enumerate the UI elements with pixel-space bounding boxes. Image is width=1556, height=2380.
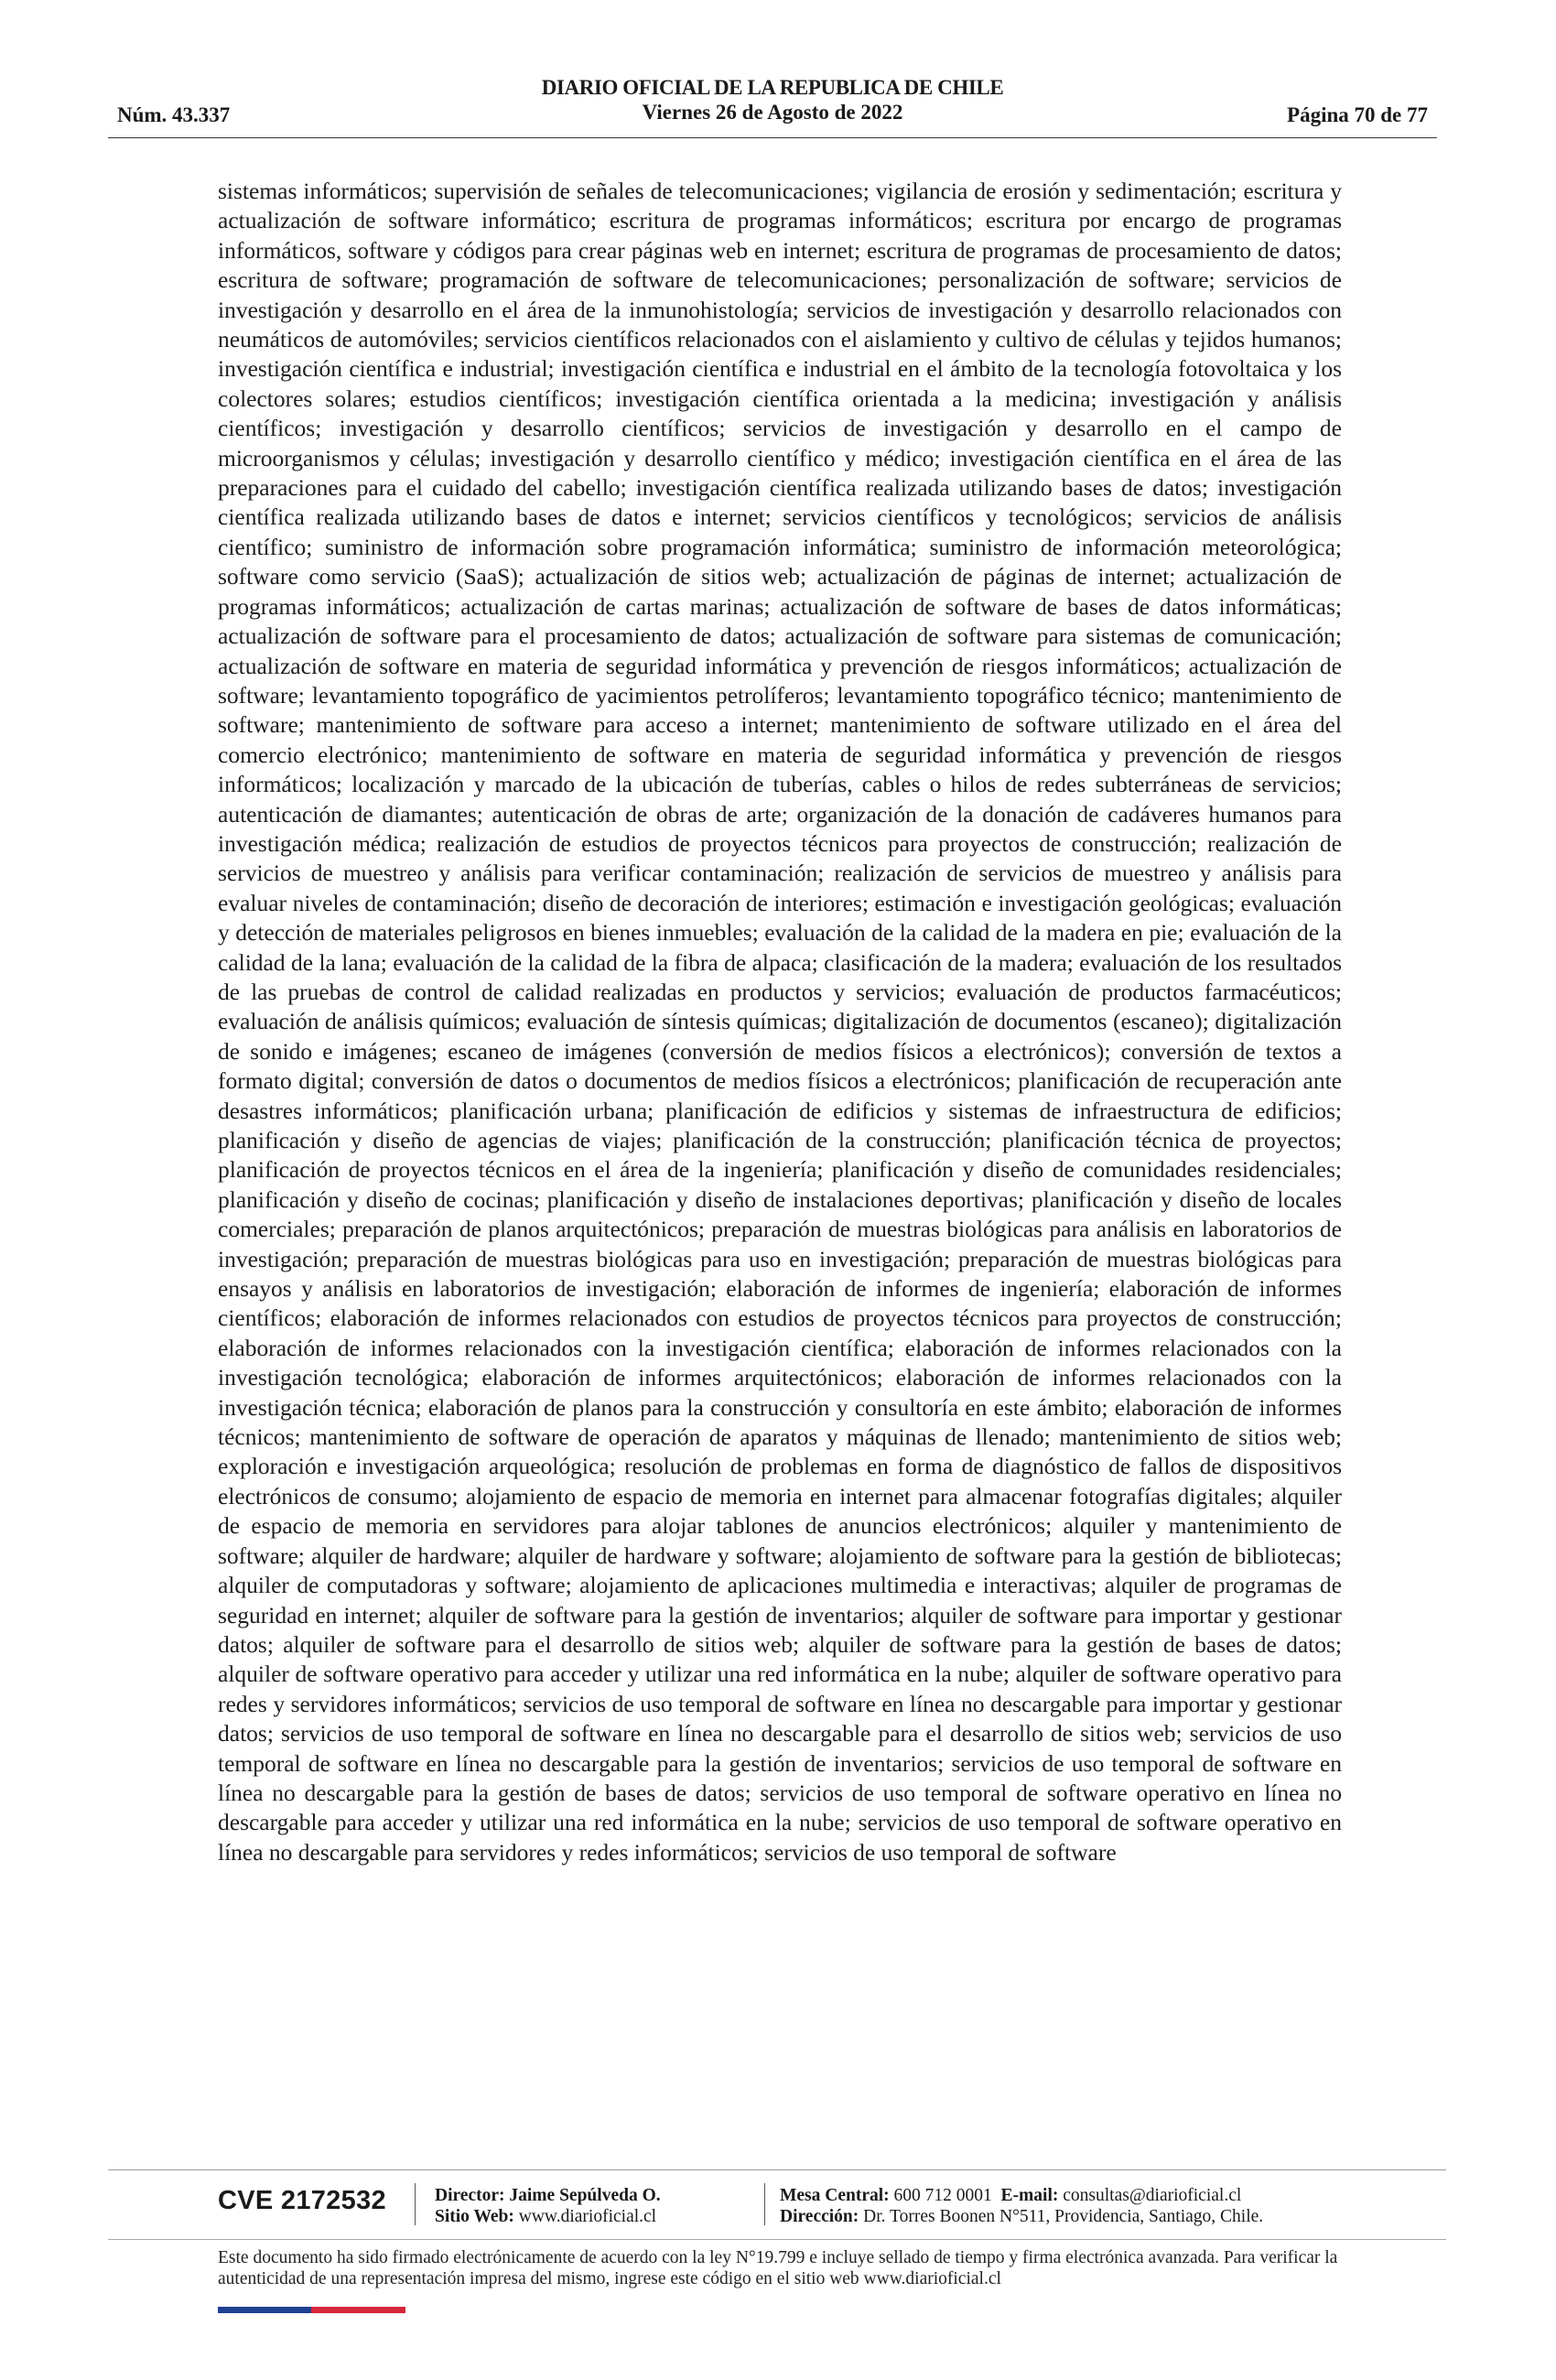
cve-code: CVE 2172532 bbox=[218, 2186, 386, 2215]
footer-contact-block bbox=[780, 2185, 1263, 2227]
address-label: Dirección: bbox=[780, 2207, 859, 2226]
footer-separator bbox=[764, 2183, 765, 2225]
site-label: Sitio Web: bbox=[435, 2207, 514, 2226]
email-label: E-mail: bbox=[1000, 2186, 1059, 2205]
flag-blue-segment bbox=[218, 2307, 311, 2313]
director-line bbox=[435, 2185, 661, 2206]
flag-red-segment bbox=[311, 2307, 405, 2313]
legal-notice: Este documento ha sido firmado electrónicamente de acuerdo con la ley N°19.799 e incluye sellado de tiempo y firma electrónica avanzada. Para verificar la autenticidad de una representación impresa del mismo, ingrese este código en el sitio web www.diarioficial.cl bbox=[218, 2248, 1338, 2288]
header-divider bbox=[108, 137, 1437, 138]
phone-label: Mesa Central: bbox=[780, 2186, 890, 2205]
footer-separator bbox=[415, 2183, 416, 2225]
director-label: Director: bbox=[435, 2186, 505, 2205]
site-line bbox=[435, 2206, 661, 2227]
footer-divider-secondary bbox=[108, 2239, 1446, 2240]
header-center bbox=[117, 75, 1428, 124]
footer-divider bbox=[108, 2169, 1446, 2170]
issue-date: Viernes 26 de Agosto de 2022 bbox=[642, 101, 903, 124]
footer-director-block bbox=[435, 2185, 661, 2227]
director-name: Jaime Sepúlveda O. bbox=[509, 2186, 661, 2205]
chile-flag-stripe bbox=[218, 2307, 405, 2313]
phone-value: 600 712 0001 bbox=[893, 2186, 992, 2205]
publication-title: DIARIO OFICIAL DE LA REPUBLICA DE CHILE bbox=[541, 76, 1004, 99]
body-text: sistemas informáticos; supervisión de señales de telecomunicaciones; vigilancia de erosión y sedimentación; escritura y actualización de software informático; escritura de programas informáticos; escritura por encargo de programas informáticos, software y códigos para crear páginas web en internet; escritura de programas de procesamiento de datos; escritura de software; programación de software de telecomunicaciones; personalización de software; servicios de investigación y desarrollo en el área de la inmunohistología; servicios de investigación y desarrollo relacionados con neumáticos de automóviles; servicios científicos relacionados con el aislamiento y cultivo de células y tejidos humanos; investigación científica e industrial; investigación científica e industrial en el ámbito de la tecnología fotovoltaica y los colectores solares; estudios científicos; investigación científica orientada a la medicina; investigación y análisis científicos; investigación y desarrollo científicos; servicios de investigación y desarrollo en el campo de microorganismos y células; investigación y desarrollo científico y médico; investigación científica en el área de las preparaciones para el cuidado del cabello; investigación científica realizada utilizando bases de datos; investigación científica realizada utilizando bases de datos e internet; servicios científicos y tecnológicos; servicios de análisis científico; suministro de información sobre programación informática; suministro de información meteorológica; software como servicio (SaaS); actualización de sitios web; actualización de páginas de internet; actualización de programas informáticos; actualización de cartas marinas; actualización de software de bases de datos informáticas; actualización de software para el procesamiento de datos; actualización de software para sistemas de comunicación; actualización de software en materia de seguridad informática y prevención de riesgos informáticos; actualización de software; levantamiento topográfico de yacimientos petrolíferos; levantamiento topográfico técnico; mantenimiento de software; mantenimiento de software para acceso a internet; mantenimiento de software utilizado en el área del comercio electrónico; mantenimiento de software en materia de seguridad informática y prevención de riesgos informáticos; localización y marcado de la ubicación de tuberías, cables o hilos de redes subterráneas de servicios; autenticación de diamantes; autenticación de obras de arte; organización de la donación de cadáveres humanos para investigación médica; realización de estudios de proyectos técnicos para proyectos de construcción; realización de servicios de muestreo y análisis para verificar contaminación; realización de servicios de muestreo y análisis para evaluar niveles de contaminación; diseño de decoración de interiores; estimación e investigación geológicas; evaluación y detección de materiales peligrosos en bienes inmuebles; evaluación de la calidad de la madera en pie; evaluación de la calidad de la lana; evaluación de la calidad de la fibra de alpaca; clasificación de la madera; evaluación de los resultados de las pruebas de control de calidad realizadas en productos y servicios; evaluación de productos farmacéuticos; evaluación de análisis químicos; evaluación de síntesis químicas; digitalización de documentos (escaneo); digitalización de sonido e imágenes; escaneo de imágenes (conversión de medios físicos a electrónicos); conversión de textos a formato digital; conversión de datos o documentos de medios físicos a electrónicos; planificación de recuperación ante desastres informáticos; planificación urbana; planificación de edificios y sistemas de infraestructura de edificios; planificación y diseño de agencias de viajes; planificación de la construcción; planificación técnica de proyectos; planificación de proyectos técnicos en el área de la ingeniería; planificación y diseño de comunidades residenciales; planificación y diseño de cocinas; planificación y diseño de instalaciones deportivas; planificación y diseño de locales comerciales; preparación de planos arquitectónicos; preparación de muestras biológicas para análisis en laboratorios de investigación; preparación de muestras biológicas para uso en investigación; preparación de muestras biológicas para ensayos y análisis en laboratorios de investigación; elaboración de informes de ingeniería; elaboración de informes científicos; elaboración de informes relacionados con estudios de proyectos técnicos para proyectos de construcción; elaboración de informes relacionados con la investigación científica; elaboración de informes relacionados con la investigación tecnológica; elaboración de informes arquitectónicos; elaboración de informes relacionados con la investigación técnica; elaboración de planos para la construcción y consultoría en este ámbito; elaboración de informes técnicos; mantenimiento de software de operación de aparatos y máquinas de llenado; mantenimiento de sitios web; exploración e investigación arqueológica; resolución de problemas en forma de diagnóstico de fallos de dispositivos electrónicos de consumo; alojamiento de espacio de memoria en internet para almacenar fotografías digitales; alquiler de espacio de memoria en servidores para alojar tablones de anuncios electrónicos; alquiler y mantenimiento de software; alquiler de hardware; alquiler de hardware y software; alojamiento de software para la gestión de bibliotecas; alquiler de computadoras y software; alojamiento de aplicaciones multimedia e interactivas; alquiler de programas de seguridad en internet; alquiler de software para la gestión de inventarios; alquiler de software para importar y gestionar datos; alquiler de software para el desarrollo de sitios web; alquiler de software para la gestión de bases de datos; alquiler de software operativo para acceder y utilizar una red informática en la nube; alquiler de software operativo para redes y servidores informáticos; servicios de uso temporal de software en línea no descargable para importar y gestionar datos; servicios de uso temporal de software en línea no descargable para el desarrollo de sitios web; servicios de uso temporal de software en línea no descargable para la gestión de inventarios; servicios de uso temporal de software en línea no descargable para la gestión de bases de datos; servicios de uso temporal de software operativo en línea no descargable para acceder y utilizar una red informática en la nube; servicios de uso temporal de software operativo en línea no descargable para servidores y redes informáticos; servicios de uso temporal de software bbox=[218, 178, 1342, 1866]
email-link[interactable]: consultas@diarioficial.cl bbox=[1063, 2186, 1242, 2205]
site-link[interactable]: www.diarioficial.cl bbox=[518, 2207, 657, 2226]
address-line bbox=[780, 2206, 1263, 2227]
address-value: Dr. Torres Boonen N°511, Providencia, Santiago, Chile. bbox=[863, 2207, 1264, 2226]
contact-line bbox=[780, 2185, 1263, 2206]
page-header bbox=[117, 75, 1428, 139]
issue-number: Núm. 43.337 bbox=[117, 103, 231, 126]
page-number: Página 70 de 77 bbox=[1287, 103, 1428, 126]
